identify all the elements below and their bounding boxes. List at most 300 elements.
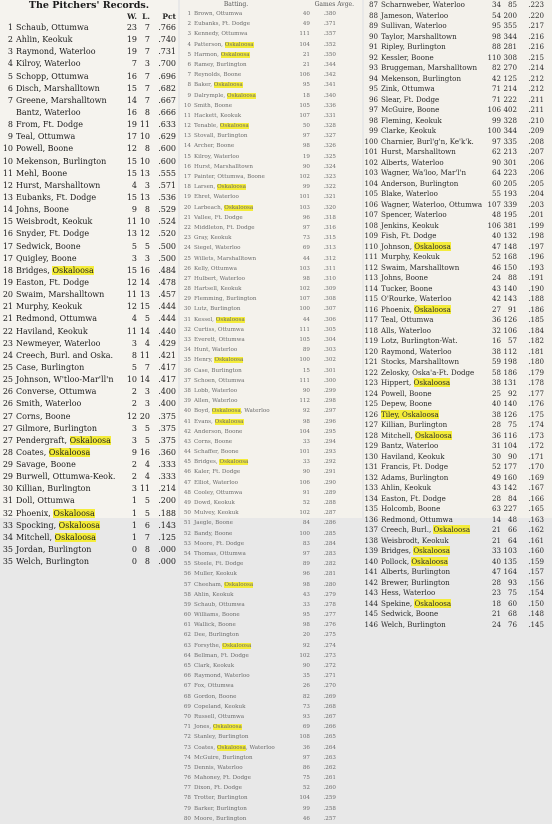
hits-cell: 193	[503, 189, 517, 198]
hits-cell: 222	[503, 94, 517, 104]
games-cell: 107	[299, 296, 310, 303]
table-row	[0, 362, 178, 374]
table-row	[364, 126, 552, 137]
games-cell: 90	[302, 387, 310, 394]
table-row	[180, 508, 362, 518]
table-row	[180, 19, 362, 29]
games-cell: 42	[491, 294, 501, 303]
player-name: Siegel, Waterloo	[194, 245, 241, 252]
table-row	[180, 264, 362, 274]
rank-cell: 114	[364, 283, 378, 293]
table-row	[180, 549, 362, 559]
hits-cell: 140	[503, 283, 517, 293]
games-cell: 71	[491, 94, 501, 104]
hits-cell: 112	[503, 346, 517, 356]
losses-cell: 7	[144, 532, 150, 542]
rank-cell: 130	[364, 451, 378, 461]
average-cell: .287	[323, 510, 336, 517]
rank-cell: 87	[368, 0, 378, 9]
player-name: Creech, Burl., Oskaloosa	[381, 525, 471, 534]
average-cell: .223	[528, 0, 544, 9]
wins-cell: 10	[126, 375, 137, 385]
games-cell: 98	[302, 581, 310, 588]
average-cell: .262	[323, 764, 336, 771]
games-cell: 54	[491, 10, 501, 20]
hits-cell: 301	[503, 157, 517, 167]
average-cell: .212	[528, 73, 544, 83]
average-cell: .320	[323, 204, 336, 211]
games-cell: 93	[302, 713, 310, 720]
games-cell: 103	[299, 204, 310, 211]
table-row	[180, 233, 362, 243]
table-row	[0, 374, 178, 386]
pitchers-column-headers	[0, 12, 178, 22]
table-row	[364, 32, 552, 43]
team-highlight: Oskaloosa	[220, 51, 250, 58]
hits-cell: 140	[503, 399, 517, 408]
hits-cell: 132	[503, 231, 517, 240]
rank-cell: 19	[183, 194, 191, 201]
player-name: Coates, Oskaloosa, Waterloo	[194, 744, 275, 751]
player-name: Bandy, Boone	[194, 530, 233, 537]
rank-cell: 33	[183, 337, 191, 343]
table-row	[364, 578, 552, 589]
table-row	[0, 46, 178, 58]
table-row	[0, 289, 178, 301]
wins-cell: 9	[131, 205, 137, 215]
average-cell: .190	[528, 283, 544, 293]
games-cell: 43	[491, 283, 501, 293]
games-cell: 105	[299, 337, 310, 343]
average-cell: .328	[323, 123, 336, 130]
rank-cell: 116	[364, 304, 378, 314]
rank-cell: 93	[368, 63, 378, 72]
hits-cell: 168	[503, 252, 517, 261]
wins-cell: 11	[126, 326, 137, 336]
rank-cell: 79	[183, 805, 191, 812]
player-name: Ehret, Waterloo	[194, 194, 239, 201]
percentage-cell: .375	[158, 435, 176, 445]
losses-cell: 6	[144, 520, 150, 530]
player-name: Smith, Boone	[194, 102, 233, 109]
rank-cell: 146	[364, 619, 378, 629]
games-cell: 98	[302, 143, 310, 150]
average-cell: .324	[323, 163, 336, 170]
wins-cell: 3	[131, 338, 137, 348]
team-highlight: Oskaloosa	[213, 82, 243, 89]
table-row	[364, 221, 552, 232]
player-name: Bridges, Oskaloosa	[381, 546, 450, 555]
hits-cell: 205	[503, 178, 517, 188]
table-row	[364, 210, 552, 221]
player-name: Blake, Waterloo	[381, 189, 438, 198]
table-row	[180, 80, 362, 90]
games-cell: 44	[302, 316, 310, 323]
player-name: Steele, Ft. Dodge	[194, 561, 244, 568]
games-cell: 26	[302, 683, 310, 690]
player-name: Mehl, Boone	[16, 168, 68, 178]
average-cell: .298	[323, 398, 336, 405]
player-name: Sedwick, Boone	[16, 241, 81, 251]
player-name: Mekenson, Burlington	[381, 73, 462, 83]
table-row	[180, 91, 362, 101]
table-row	[364, 378, 552, 389]
average-cell: .154	[528, 588, 544, 597]
rank-cell: 109	[364, 231, 378, 240]
table-row	[0, 398, 178, 410]
rank-cell: 16	[2, 229, 13, 239]
player-name: Alberts, Burlington	[381, 567, 451, 576]
average-cell: .341	[323, 82, 336, 89]
table-row	[180, 213, 362, 223]
table-row	[0, 459, 178, 471]
player-name: Lobb, Waterloo	[194, 387, 238, 394]
average-cell: .263	[323, 754, 336, 761]
hits-cell: 164	[503, 567, 517, 576]
table-row	[180, 783, 362, 793]
losses-cell: 13	[139, 192, 150, 202]
rank-cell: 105	[364, 189, 378, 198]
rank-cell: 37	[183, 377, 191, 384]
average-cell: .327	[323, 133, 336, 140]
table-row	[364, 588, 552, 599]
rank-cell: 118	[364, 325, 378, 335]
games-cell: 112	[299, 398, 310, 405]
player-name: Allen, Waterloo	[194, 398, 238, 405]
losses-cell: 14	[139, 326, 150, 336]
rank-cell: 62	[183, 632, 191, 639]
table-row	[364, 42, 552, 53]
team-highlight: Oskaloosa	[52, 265, 94, 275]
hits-cell: 90	[507, 451, 517, 461]
rank-cell: 15	[2, 217, 13, 227]
player-name: Ahlin, Keokuk	[381, 483, 432, 492]
percentage-cell: .444	[158, 302, 176, 312]
average-cell: .276	[323, 622, 336, 629]
hits-cell: 103	[503, 546, 517, 555]
wins-header: W.	[127, 12, 137, 21]
rank-cell: 144	[364, 598, 378, 608]
games-cell: 36	[302, 744, 310, 751]
rank-cell: 134	[364, 493, 378, 503]
player-name: From, Ft. Dodge	[16, 120, 83, 130]
losses-cell: 3	[144, 399, 150, 409]
rank-cell: 35	[183, 357, 191, 364]
player-name: Baker, Oskaloosa	[194, 82, 243, 89]
rank-cell: 34	[2, 532, 13, 542]
games-cell: 108	[299, 734, 310, 741]
losses-cell: 4	[144, 472, 150, 482]
rank-cell: 32	[2, 508, 13, 518]
rank-cell: 23	[183, 235, 191, 242]
table-row	[0, 411, 178, 423]
games-cell: 97	[302, 133, 310, 140]
table-row	[180, 763, 362, 773]
rank-cell: 4	[187, 41, 191, 48]
average-cell: .291	[323, 469, 336, 476]
player-name: Mulvey, Keokuk	[194, 510, 239, 517]
rank-cell: 99	[368, 126, 378, 135]
rank-cell: 13	[183, 133, 191, 140]
table-row	[0, 435, 178, 447]
wins-cell: 19	[126, 47, 137, 57]
team-highlight: Oskaloosa	[219, 123, 249, 130]
player-name: Anderson, Burlington	[381, 178, 459, 188]
rank-cell: 145	[364, 609, 378, 618]
average-cell: .296	[323, 418, 336, 425]
rank-cell: 30	[2, 484, 13, 494]
table-row	[180, 773, 362, 783]
rank-cell: 9	[7, 132, 13, 142]
games-cell: 32	[491, 325, 501, 335]
games-cell: 35	[302, 673, 310, 680]
wins-cell: 11	[126, 290, 137, 300]
games-cell: 98	[302, 418, 310, 425]
player-name: Clarke, Keokuk	[381, 126, 437, 135]
player-name: Doll, Ottumwa	[16, 496, 75, 506]
rank-cell: 138	[364, 535, 378, 545]
average-cell: .301	[323, 367, 336, 374]
table-row	[364, 84, 552, 95]
player-name: Mitchell, Oskaloosa	[381, 430, 452, 440]
player-name: Alberts, Waterloo	[381, 157, 444, 167]
table-row	[180, 590, 362, 600]
wins-cell: 12	[126, 302, 137, 312]
table-row	[180, 101, 362, 111]
hits-cell: 64	[507, 535, 517, 545]
games-cell: 28	[491, 493, 501, 503]
rank-cell: 39	[183, 398, 191, 405]
player-name: Mitchell, Oskaloosa	[16, 532, 96, 542]
team-highlight: Tiley, Oskaloosa	[381, 409, 439, 419]
player-name: Scharnweber, Waterloo	[381, 0, 465, 9]
games-cell: 24	[491, 619, 501, 629]
percentage-cell: .484	[158, 265, 176, 275]
rank-cell: 3	[187, 31, 191, 38]
player-name: Kennedy, Ottumwa	[194, 31, 248, 38]
average-cell: .171	[528, 451, 544, 461]
percentage-cell: .333	[158, 460, 176, 470]
average-cell: .207	[528, 147, 544, 156]
games-cell: 104	[299, 41, 310, 48]
hits-cell: 328	[503, 115, 517, 125]
average-cell: .284	[323, 540, 336, 547]
player-name: Cheeham, Oskaloosa	[194, 581, 254, 588]
table-row	[0, 508, 178, 520]
games-cell: 90	[302, 469, 310, 476]
hits-cell: 177	[503, 462, 517, 471]
average-cell: .344	[323, 61, 336, 68]
losses-cell: 8	[144, 545, 150, 555]
average-cell: .323	[323, 174, 336, 180]
wins-cell: 17	[126, 132, 137, 142]
player-name: McGuire, Burlington	[194, 754, 253, 761]
games-cell: 20	[302, 632, 310, 639]
table-row	[0, 301, 178, 313]
player-name: Tucker, Boone	[381, 283, 433, 293]
losses-cell: 8	[144, 144, 150, 154]
games-cell: 83	[302, 540, 310, 547]
games-cell: 69	[302, 724, 310, 731]
average-cell: .185	[528, 315, 544, 324]
rank-cell: 97	[368, 105, 378, 114]
player-name: Spencer, Waterloo	[381, 210, 447, 219]
percentage-cell: .440	[158, 326, 176, 336]
average-cell: .162	[528, 525, 544, 534]
rank-cell: 8	[187, 82, 191, 89]
average-cell: .336	[323, 102, 336, 109]
games-cell: 104	[299, 795, 310, 802]
games-cell: 96	[302, 571, 310, 578]
losses-header: L.	[142, 12, 150, 21]
table-row	[180, 366, 362, 376]
table-row	[180, 223, 362, 233]
games-cell: 18	[491, 598, 501, 608]
table-row	[180, 152, 362, 162]
rank-cell: 14	[2, 205, 13, 215]
player-name: Johnson, W'tloo-Mar'll'n	[16, 375, 114, 385]
wins-cell: 14	[126, 95, 137, 105]
average-cell: .352	[323, 41, 336, 48]
rank-cell: 24	[183, 245, 191, 252]
games-cell: 99	[302, 805, 310, 812]
table-row	[364, 515, 552, 526]
player-name: Teal, Ottumwa	[16, 132, 76, 142]
rank-cell: 33	[2, 520, 13, 530]
average-cell: .198	[528, 231, 544, 240]
hits-cell: 198	[503, 357, 517, 366]
table-row	[180, 60, 362, 70]
losses-cell: 8	[144, 205, 150, 215]
player-name: Bridges, Oskaloosa	[194, 459, 249, 466]
team-highlight: Oskaloosa	[222, 642, 252, 649]
hits-cell: 126	[503, 409, 517, 419]
average-cell: .217	[528, 21, 544, 30]
player-name: Hurst, Marshalltown	[381, 147, 456, 156]
rank-cell: 9	[187, 92, 191, 99]
rank-cell: 4	[7, 59, 13, 69]
player-name: Larsen, Oskaloosa	[194, 184, 246, 191]
rank-cell: 43	[183, 438, 191, 445]
player-name: Trotter, Burlington	[194, 795, 248, 802]
player-name: Greene, Marshalltown	[16, 95, 107, 105]
team-highlight: Oskaloosa	[413, 378, 451, 387]
rank-cell: 35	[2, 545, 13, 555]
rank-cell: 31	[183, 316, 191, 323]
rank-cell: 35	[2, 557, 13, 567]
wins-cell: 15	[126, 265, 137, 275]
hits-cell: 308	[503, 52, 517, 62]
player-name: Killian, Burlington	[16, 484, 91, 494]
player-name: Thomas, Ottumwa	[194, 550, 246, 557]
rank-cell: 135	[364, 504, 378, 513]
rank-cell: 17	[2, 241, 13, 251]
average-cell: .264	[323, 744, 336, 751]
table-row	[180, 254, 362, 264]
table-row	[364, 557, 552, 568]
losses-cell: 7	[144, 47, 150, 57]
wins-cell: 2	[131, 387, 137, 397]
table-row	[180, 406, 362, 416]
rank-cell: 54	[183, 550, 191, 557]
average-cell: .165	[528, 504, 544, 513]
hits-cell: 143	[503, 294, 517, 303]
player-name: Eubanks, Ft. Dodge	[16, 192, 97, 202]
wins-cell: 12	[126, 144, 137, 154]
table-row	[0, 83, 178, 95]
rank-cell: 6	[7, 83, 13, 93]
games-cell: 95	[302, 612, 310, 619]
table-row	[0, 544, 178, 556]
losses-cell: 4	[144, 460, 150, 470]
wins-cell: 0	[131, 545, 137, 555]
player-name: Sullivan, Waterloo	[381, 21, 447, 30]
rank-cell: 22	[183, 224, 191, 231]
rank-cell: 8	[7, 120, 13, 130]
wins-cell: 3	[131, 484, 137, 494]
average-cell: .340	[323, 92, 336, 99]
rank-cell: 98	[368, 115, 378, 125]
batting-headers	[315, 0, 354, 9]
average-cell: .313	[323, 245, 336, 252]
wins-cell: 23	[126, 23, 137, 32]
rank-cell: 7	[187, 72, 191, 79]
team-highlight: Oskaloosa	[224, 204, 254, 211]
player-name: Kelly, Ottumwa	[194, 265, 238, 272]
player-name: Jones, Oskaloosa	[194, 724, 242, 731]
average-cell: .182	[528, 336, 544, 345]
player-name: Jordan, Burlington	[16, 545, 92, 555]
average-cell: .331	[323, 112, 336, 119]
table-row	[0, 338, 178, 350]
percentage-cell: .524	[158, 217, 176, 227]
average-cell: .282	[323, 561, 336, 568]
games-cell: 43	[302, 591, 310, 598]
table-row	[180, 467, 362, 477]
player-name: Swaim, Marshalltown	[381, 262, 460, 272]
losses-cell: 13	[139, 290, 150, 300]
table-row	[180, 702, 362, 712]
games-cell: 23	[491, 588, 501, 597]
table-row	[0, 350, 178, 362]
table-row	[0, 71, 178, 83]
hits-cell: 116	[503, 430, 517, 440]
games-cell: 60	[491, 178, 501, 188]
rank-cell: 69	[183, 703, 191, 710]
average-cell: .281	[323, 571, 336, 578]
games-cell: 19	[302, 153, 310, 160]
games-cell: 100	[299, 357, 310, 364]
table-row	[0, 107, 178, 119]
rank-cell: 117	[364, 315, 378, 324]
wins-cell: 3	[131, 423, 137, 433]
player-name: Zink, Ottumwa	[381, 84, 435, 93]
player-name: Charnier, Burl'g'n, Ke'k'k.	[381, 136, 474, 146]
rank-cell: 133	[364, 483, 378, 492]
games-cell: 106	[299, 72, 310, 79]
hits-cell: 281	[503, 42, 517, 51]
games-cell: 38	[491, 378, 501, 387]
table-row	[0, 168, 178, 180]
rank-cell: 20	[183, 204, 191, 211]
hits-cell: 150	[503, 262, 517, 272]
player-name: Harmon, Oskaloosa	[194, 51, 250, 58]
player-name: Smith, Waterloo	[16, 399, 82, 409]
losses-cell: 13	[139, 168, 150, 178]
average-cell: .159	[528, 556, 544, 566]
player-name: Haviland, Keokuk	[16, 326, 88, 336]
average-cell: .283	[323, 550, 336, 557]
